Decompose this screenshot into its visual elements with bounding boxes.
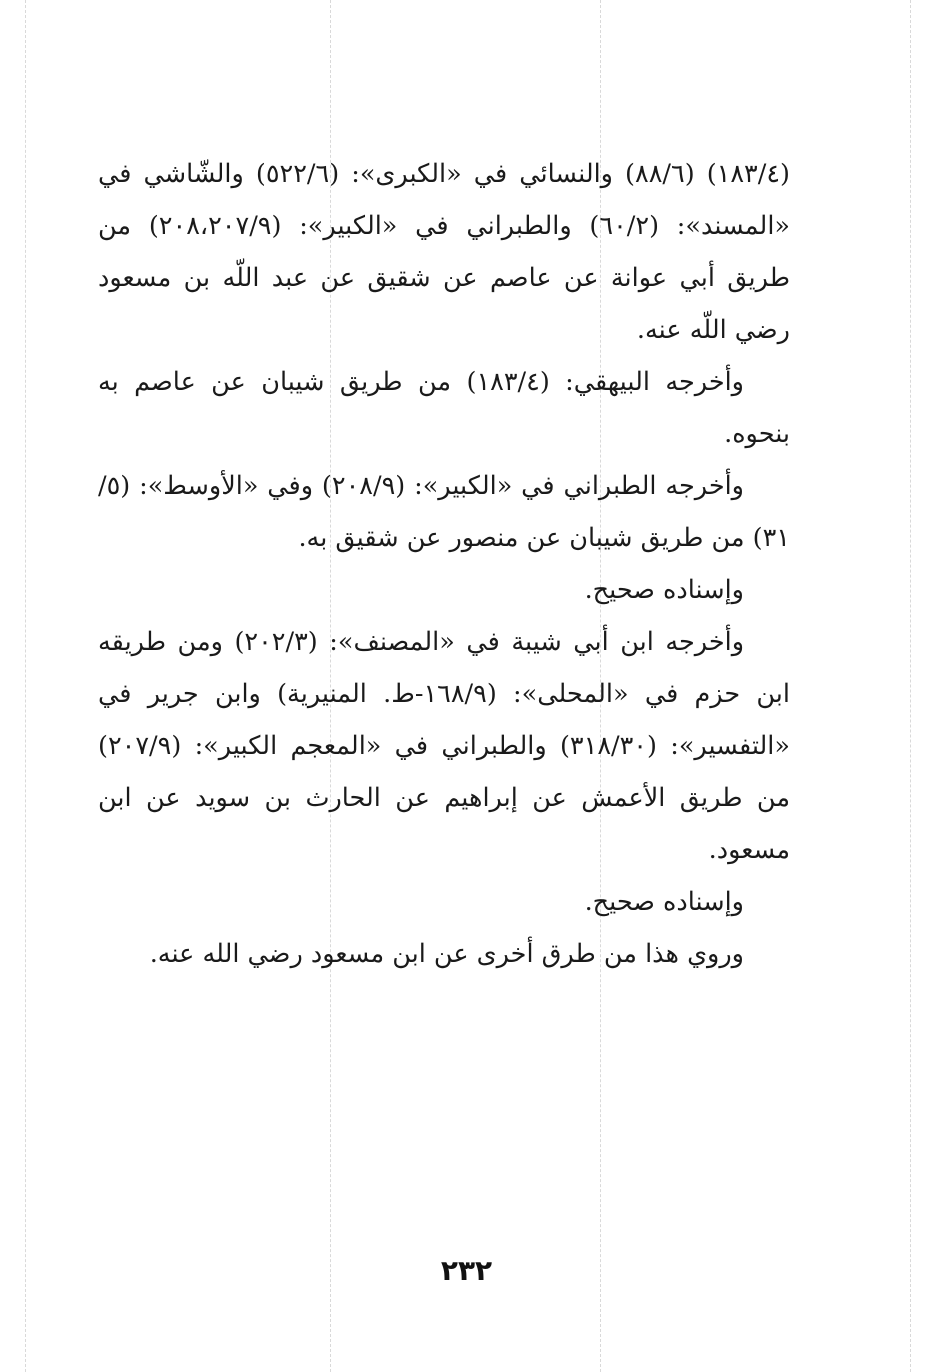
page-number: ٢٣٢ xyxy=(440,1254,493,1287)
paragraph-isnad-verdict-2: وإسناده صحيح. xyxy=(584,887,744,917)
scan-guide-line xyxy=(910,0,911,1372)
paragraph-takhrij-2: وأخرجه البيهقي: (١٨٣/٤) من طريق شيبان عن عاصم به بنحوه. xyxy=(98,367,790,449)
scan-guide-line xyxy=(25,0,26,1372)
paragraph-takhrij-4: وأخرجه ابن أبي شيبة في «المصنف»: (٢٠٢/٣) ومن طريقه ابن حزم في «المحلى»: (١٦٨/٩-ط. المنيرية) وابن جرير في «التفسير»: (٣١٨/٣٠) والطبراني في «المعجم الكبير»: (٢٠٧/٩) من طريق الأعمش عن إبراهيم عن الحارث بن سويد عن ابن مسعود. xyxy=(98,627,790,865)
paragraph-takhrij-3: وأخرجه الطبراني في «الكبير»: (٢٠٨/٩) وفي «الأوسط»: (٥/ ٣١) من طريق شيبان عن منصور عن شقيق به. xyxy=(98,471,790,553)
paragraph-isnad-verdict-1: وإسناده صحيح. xyxy=(584,575,744,605)
paragraph-takhrij-1: (١٨٣/٤) (٨٨/٦) والنسائي في «الكبرى»: (٥٢٢/٦) والشّاشي في «المسند»: (٦٠/٢) والطبراني في «الكبير»: (٢٠٨،٢٠٧/٩) من طريق أبي عوانة عن عاصم عن شقيق عن عبد اللّه بن مسعود رضي اللّه عنه. xyxy=(98,159,791,345)
paragraph-other-routes: وروي هذا من طرق أخرى عن ابن مسعود رضي الله عنه. xyxy=(149,939,744,969)
main-text-block xyxy=(98,148,790,980)
